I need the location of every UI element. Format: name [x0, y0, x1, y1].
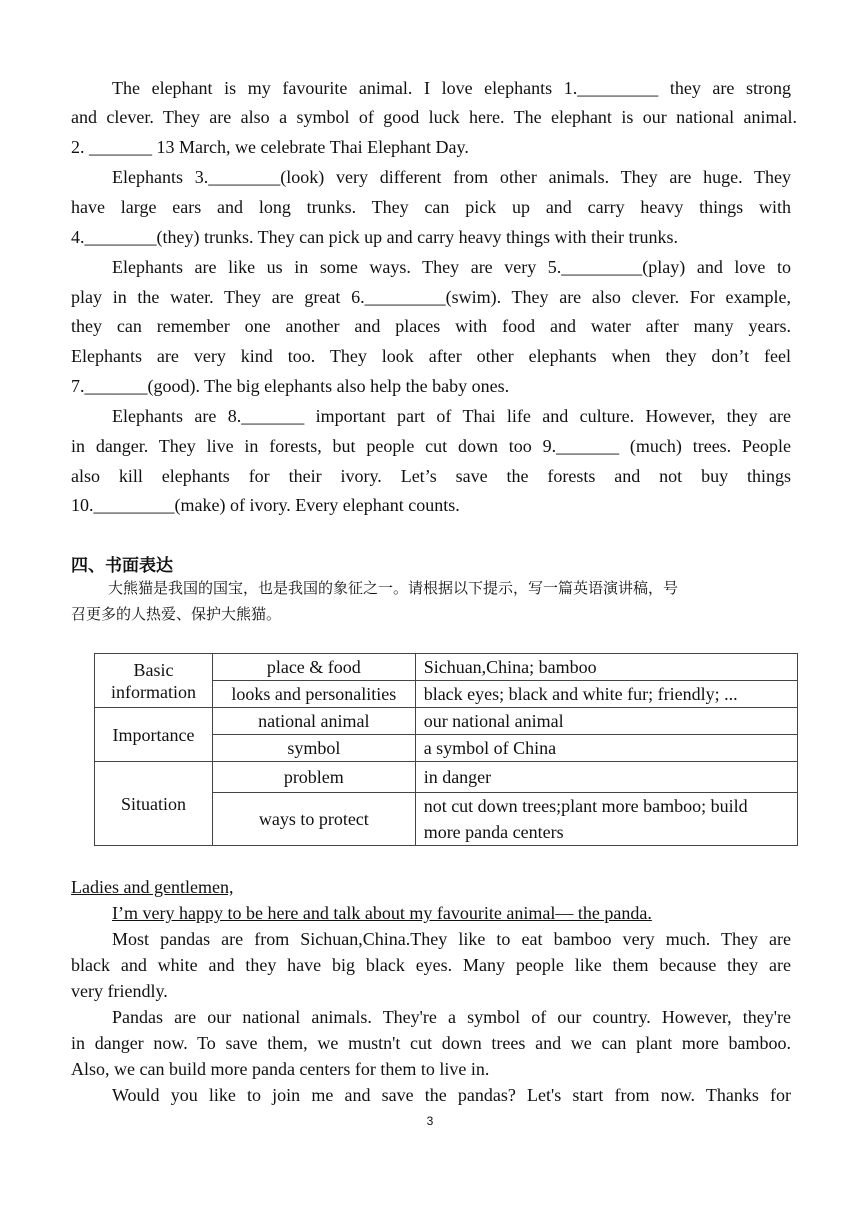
row-header-basic — [95, 654, 213, 708]
protect-line1: not cut down trees;plant more bamboo; build — [423, 796, 748, 816]
essay-line: Also, we can build more panda centers for them to live in. — [71, 1059, 490, 1079]
passage-line: 2. _______ 13 March, we celebrate Thai Elephant Day. — [71, 137, 469, 157]
basic-line2: information — [110, 681, 196, 702]
passage-line: Elephants 3.________(look) very different from other animals. They are huge. They — [112, 167, 791, 187]
essay-line: very friendly. — [71, 981, 168, 1001]
instruction-line: 召更多的人热爱、保护大熊猫。 — [71, 605, 282, 623]
essay-line: Pandas are our national animals. They're a symbol of our country. However, they're — [112, 1007, 791, 1027]
section-heading: 四、书面表达 — [71, 556, 173, 576]
value-problem: in danger — [415, 762, 797, 793]
passage-line: Elephants are like us in some ways. They are very 5._________(play) and love to — [112, 257, 791, 277]
passage-line: play in the water. They are great 6._________(swim). They are also clever. For example, — [71, 287, 791, 307]
basic-line1: Basic — [133, 659, 174, 680]
passage-line: 7._______(good). The big elephants also help the baby ones. — [71, 376, 510, 396]
value-place-food: Sichuan,China; bamboo — [415, 654, 797, 681]
value-national: our national animal — [415, 708, 797, 735]
passage-line: 4.________(they) trunks. They can pick up and carry heavy things with their trunks. — [71, 227, 679, 247]
label-looks: looks and personalities — [212, 681, 415, 708]
essay-line: Would you like to join me and save the pandas? Let's start from now. Thanks for — [112, 1085, 791, 1105]
value-protect — [415, 793, 797, 846]
essay-intro: I’m very happy to be here and talk about my favourite animal— the panda. — [112, 903, 652, 923]
value-looks: black eyes; black and white fur; friendly; ... — [415, 681, 797, 708]
page-number: 3 — [426, 1114, 434, 1128]
row-header-situation: Situation — [95, 762, 213, 846]
passage-line: Elephants are very kind too. They look after other elephants when they don’t feel — [71, 346, 791, 366]
label-national: national animal — [212, 708, 415, 735]
info-table — [94, 653, 798, 846]
value-symbol: a symbol of China — [415, 735, 797, 762]
essay-line: in danger now. To save them, we mustn't cut down trees and we can plant more bamboo. — [71, 1033, 791, 1053]
passage-line: The elephant is my favourite animal. I love elephants 1._________ they are strong — [112, 78, 791, 98]
essay-line: Most pandas are from Sichuan,China.They like to eat bamboo very much. They are — [112, 929, 791, 949]
passage-line: and clever. They are also a symbol of good luck here. The elephant is our national animal. — [71, 107, 797, 127]
label-protect: ways to protect — [212, 793, 415, 846]
label-problem: problem — [212, 762, 415, 793]
passage-line: also kill elephants for their ivory. Let’s save the forests and not buy things — [71, 466, 791, 486]
passage-line: Elephants are 8._______ important part of Thai life and culture. However, they are — [112, 406, 791, 426]
passage-line: have large ears and long trunks. They can pick up and carry heavy things with — [71, 197, 791, 217]
passage-line: 10._________(make) of ivory. Every elephant counts. — [71, 495, 460, 515]
label-place-food: place & food — [212, 654, 415, 681]
row-header-importance: Importance — [95, 708, 213, 762]
instruction-line: 大熊猫是我国的国宝，也是我国的象征之一。请根据以下提示，写一篇英语演讲稿，号 — [108, 579, 679, 597]
essay-line: black and white and they have big black eyes. Many people like them because they are — [71, 955, 791, 975]
protect-line2: more panda centers — [423, 822, 564, 842]
passage-line: in danger. They live in forests, but people cut down too 9._______ (much) trees. People — [71, 436, 791, 456]
passage-line: they can remember one another and places with food and water after many years. — [71, 316, 791, 336]
label-symbol: symbol — [212, 735, 415, 762]
essay-greeting: Ladies and gentlemen, — [71, 877, 234, 897]
